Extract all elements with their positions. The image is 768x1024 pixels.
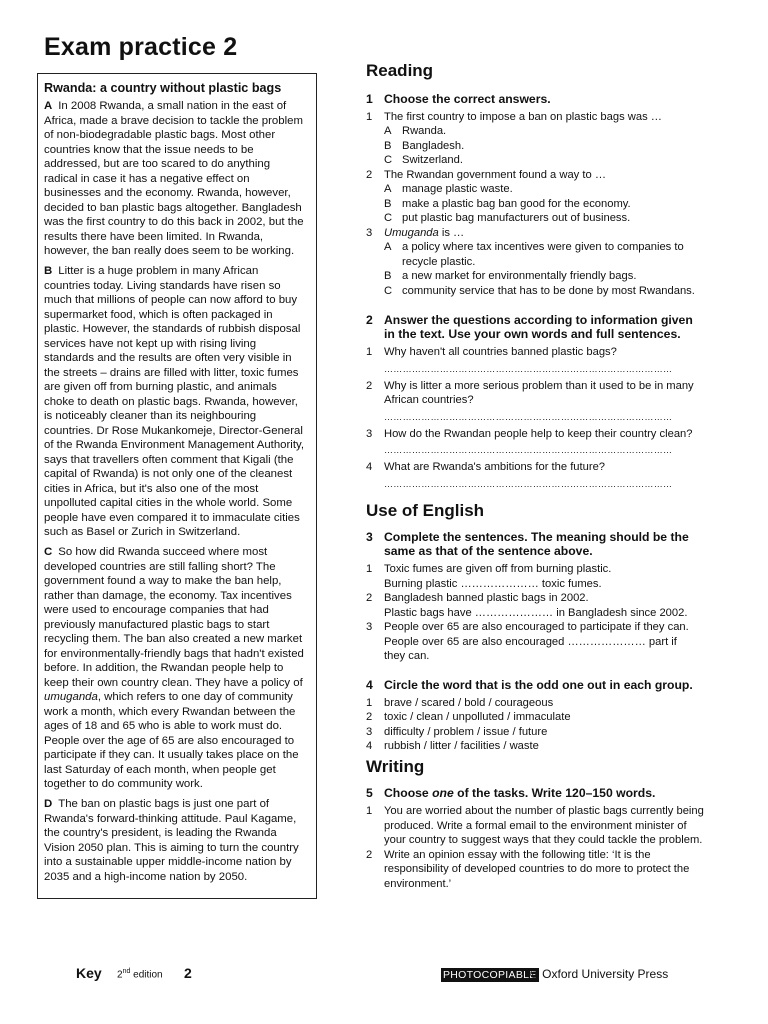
option-line: community service that has to be done by most Rwandans. <box>402 284 695 297</box>
question-line: Why haven't all countries banned plastic bags? <box>384 346 617 358</box>
question-text <box>384 345 617 360</box>
sentence-line: Burning plastic ………………… toxic fumes. <box>384 577 602 590</box>
paragraph-line: into a sustainable upper middle-income nation by <box>44 856 292 868</box>
question-item <box>366 110 716 125</box>
answer-line: ………………………………………………………………………………… <box>384 363 673 374</box>
paragraph-line: previously manufactured plastic bags to start <box>44 618 270 631</box>
italic-term: Umuganda <box>384 226 439 239</box>
option-text <box>402 124 446 139</box>
option-letter: A <box>384 125 392 137</box>
task-1-heading: 1 Choose the correct answers. <box>366 91 551 106</box>
question-number: 1 <box>366 805 373 817</box>
question-text <box>384 226 464 241</box>
answer-line: ………………………………………………………………………………… <box>384 445 673 455</box>
question-number: 1 <box>366 346 373 358</box>
writing-task-line: You are worried about the number of plastic bags currently being <box>384 805 704 817</box>
option-text <box>402 139 464 154</box>
question-item <box>366 168 716 183</box>
paragraph-line: of non-biodegradable plastic bags. Most other <box>44 129 276 141</box>
paragraph-line: In 2008 Rwanda, a small nation in the east of <box>58 100 287 112</box>
question-number: 3 <box>366 427 373 440</box>
paragraph-line: services have not kept up with rising living <box>44 337 257 350</box>
writing-task-line: environment.’ <box>384 877 452 890</box>
text-paragraph <box>44 264 310 540</box>
sentence-line: Bangladesh banned plastic bags in 2002. <box>384 592 589 604</box>
word-group-item <box>366 696 716 711</box>
reading-text-box <box>37 73 317 899</box>
paragraph-line: people have even compared it to immaculate cities <box>44 511 300 524</box>
question-line: African countries? <box>384 394 474 406</box>
option-letter: C <box>384 284 393 297</box>
question-text-part: is … <box>438 226 465 239</box>
question-item <box>366 427 716 442</box>
paragraph-line: choke to death on plastic bags. Rwanda, however, <box>44 395 298 408</box>
sentence-text <box>384 562 611 591</box>
answer-option <box>366 153 716 168</box>
text-paragraph <box>44 99 310 259</box>
tasks-column <box>366 61 716 891</box>
word-group-text: toxic / clean / unpolluted / immaculate <box>384 711 571 723</box>
page-title: Exam practice 2 <box>44 33 238 61</box>
paragraph-line: plastic. However, the standards of rubbish disposal <box>44 323 301 335</box>
option-text <box>402 197 631 212</box>
question-text <box>384 168 606 183</box>
writing-task-line: produced. Write a formal email to the environment minister of <box>384 819 687 832</box>
paragraph-line: The ban on plastic bags is just one part of <box>58 798 270 810</box>
paragraph-label: A <box>44 100 53 112</box>
option-text <box>402 153 463 168</box>
paragraph-line: unpolluted capital cities in the whole world. Some <box>44 497 293 509</box>
option-line: a new market for environmentally friendly bags. <box>402 270 637 282</box>
paragraph-line: rather than damage, the economy. Tax incentives <box>44 589 292 602</box>
question-item <box>366 460 716 475</box>
word-group-item <box>366 725 716 740</box>
paragraph-line: such as Basel or Zurich in Switzerland. <box>44 526 241 538</box>
sentence-line: Toxic fumes are given off from burning plastic. <box>384 563 612 575</box>
paragraph-line: government found a way to make the ban help, <box>44 575 282 587</box>
sentence-line: they can. <box>384 650 430 662</box>
paragraph-line: So how did Rwanda succeed where most <box>58 546 268 558</box>
question-number: 3 <box>366 621 373 633</box>
paragraph-line: Litter is a huge problem in many African <box>58 265 259 277</box>
use-of-english-heading: Use of English <box>366 500 485 520</box>
task-4-heading: 4 Circle the word that is the odd one out in each group. <box>366 677 693 692</box>
paragraph-line <box>44 691 293 703</box>
question-text <box>384 379 694 408</box>
question-number: 2 <box>366 848 373 861</box>
question-text <box>384 460 605 475</box>
text-paragraph <box>44 797 310 884</box>
task-4-items <box>366 696 716 754</box>
question-item <box>366 379 716 408</box>
paragraph-line: the country's president, is leading the Rwanda <box>44 827 277 839</box>
task-5-heading: 5 Choose one of the tasks. Write 120–150 words. <box>366 786 656 800</box>
paragraph-line: for environmentally-friendly bags that hadn't existed <box>44 647 304 660</box>
paragraph-line: results there have been limited. In Rwanda, <box>44 230 264 243</box>
paragraph-line: countries know that the issue needs to be <box>44 143 254 156</box>
answer-line: ………………………………………………………………………………… <box>384 478 673 489</box>
option-line: manage plastic waste. <box>402 183 513 195</box>
option-line: a policy where tax incentives were given to companies to <box>402 241 684 253</box>
word-group-text: difficulty / problem / issue / future <box>384 725 548 738</box>
answer-option <box>366 182 716 197</box>
question-number: 3 <box>366 226 373 239</box>
option-line: Rwanda. <box>402 125 447 137</box>
option-line: recycle plastic. <box>402 255 476 268</box>
word-group-item <box>366 739 716 754</box>
question-number: 1 <box>366 563 373 575</box>
paragraph-line: were used to encourage companies that had <box>44 604 269 616</box>
sentence-line: People over 65 are also encouraged to participate if they can. <box>384 621 689 633</box>
word-group-text: rubbish / litter / facilities / waste <box>384 740 539 752</box>
question-item <box>366 226 716 241</box>
text-heading: Rwanda: a country without plastic bags <box>44 81 282 95</box>
paragraph-line: the streets – drains are filled with litter, toxic fumes <box>44 366 299 379</box>
writing-task-item <box>366 848 716 892</box>
option-text <box>402 182 513 197</box>
paragraph-line: capital of Rwanda) is not only one of the cleanest <box>44 468 293 480</box>
umuganda-term: umuganda <box>44 691 98 703</box>
footer-key: Key <box>76 965 102 981</box>
writing-task-line: your country to suggest ways that they could tackle the problem. <box>384 834 703 846</box>
option-letter: A <box>384 183 392 195</box>
paragraph-line: recycling them. The ban also created a new market <box>44 633 303 645</box>
question-text-part: The Rwandan government found a way to … <box>384 168 607 181</box>
task-3-heading: 3 Complete the sentences. The meaning should be the same as that of the sentence above. <box>366 530 689 558</box>
option-text <box>402 284 695 299</box>
answer-option <box>366 284 716 299</box>
paragraph-line: was the first country to do this back in 2002, but the <box>44 216 304 228</box>
paragraph-line: businesses and the economy. Rwanda, however, <box>44 187 291 199</box>
text-paragraph <box>44 545 310 792</box>
writing-heading: Writing <box>366 756 425 776</box>
footer-edition: 2nd edition <box>117 968 163 981</box>
task-2-items <box>366 345 716 491</box>
sentence-item <box>366 562 716 591</box>
paragraph-line: before. In addition, the Rwandan people help to <box>44 662 284 674</box>
option-text <box>402 211 630 226</box>
answer-option <box>366 197 716 212</box>
writing-task-line: Write an opinion essay with the following title: ‘It is the <box>384 848 651 861</box>
sentence-text <box>384 591 687 620</box>
question-text <box>384 427 692 442</box>
question-item <box>366 345 716 360</box>
paragraph-line: 2035 and a high-income nation by 2050. <box>44 870 248 883</box>
paragraph-line: Rwanda's forward-thinking attitude. Paul Kagame, <box>44 812 297 825</box>
publisher-credit: © Oxford University Press <box>530 967 669 981</box>
question-number: 1 <box>366 110 373 123</box>
paragraph-line: keep their own country clean. They have a policy of <box>44 676 303 689</box>
option-line: make a plastic bag ban good for the economy. <box>402 197 631 210</box>
paragraph-line-rest: , which refers to one day of community <box>97 691 293 703</box>
option-text <box>402 269 636 284</box>
paragraph-line: Africa, made a brave decision to tackle the problem <box>44 114 303 127</box>
option-text <box>402 240 684 269</box>
question-number: 2 <box>366 711 373 723</box>
paragraph-line: addressed, but are too scared to do anything <box>44 158 271 170</box>
paragraph-label: C <box>44 546 53 558</box>
writing-task-line: responsibility of developed countries to do more to protect the <box>384 863 690 875</box>
sentence-line: People over 65 are also encouraged ………………… part if <box>384 635 677 648</box>
option-letter: B <box>384 270 392 282</box>
question-text <box>384 110 662 125</box>
paragraph-line: much that millions of people can now afford to buy <box>44 294 298 306</box>
option-letter: C <box>384 212 393 224</box>
option-line: put plastic bag manufacturers out of business. <box>402 212 631 224</box>
option-line: Switzerland. <box>402 154 463 166</box>
paragraph-line: countries today. Living standards have risen so <box>44 279 281 292</box>
question-line: How do the Rwandan people help to keep their country clean? <box>384 427 693 440</box>
footer-page-number: 2 <box>184 965 192 981</box>
answer-option <box>366 124 716 139</box>
paragraph-line: says that travellers often comment that Kigali (the <box>44 453 294 466</box>
question-number: 4 <box>366 461 373 473</box>
text-paragraphs <box>44 99 310 884</box>
option-letter: A <box>384 241 392 253</box>
paragraph-line: standards and the results are often very visible in <box>44 352 292 364</box>
task-2-heading: 2 Answer the questions according to information given in the text. Use your own words and full sentences. <box>366 313 693 341</box>
sentence-line: Plastic bags have ………………… in Bangladesh since 2002. <box>384 606 688 619</box>
word-group-text: brave / scared / bold / courageous <box>384 696 554 709</box>
reading-heading: Reading <box>366 61 434 80</box>
question-number: 2 <box>366 379 373 392</box>
question-text-part: The first country to impose a ban on plastic bags was … <box>384 110 662 123</box>
paragraph-line: countries. Dr Rose Mukankomeje, Director-General <box>44 424 303 437</box>
answer-line: ………………………………………………………………………………… <box>384 411 673 422</box>
writing-task-text <box>384 848 689 892</box>
answer-option <box>366 269 716 284</box>
paragraph-line: developed countries are still falling short? The <box>44 560 276 573</box>
paragraph-line: together to do community work. <box>44 778 203 790</box>
writing-task-text <box>384 804 704 848</box>
paragraph-label: B <box>44 265 53 277</box>
task-3-items <box>366 562 716 664</box>
question-number: 2 <box>366 168 373 181</box>
question-number: 4 <box>366 740 373 752</box>
paragraph-line: cities in Africa, but it's also one of the most <box>44 482 259 495</box>
paragraph-line: however, the ban really does seem to be working. <box>44 245 295 257</box>
answer-option <box>366 139 716 154</box>
paragraph-line: last Saturday of each month, when people get <box>44 763 276 776</box>
answer-option <box>366 240 716 269</box>
option-letter: B <box>384 139 392 152</box>
question-number: 3 <box>366 725 373 738</box>
sentence-text <box>384 620 689 664</box>
paragraph-line: participate if they can. It usually takes place on the <box>44 749 299 761</box>
option-line: Bangladesh. <box>402 139 465 152</box>
paragraph-line: People over the age of 65 are also encouraged to <box>44 734 295 747</box>
paragraph-line: supermarket food, which is often packaged in <box>44 308 273 321</box>
sentence-item <box>366 591 716 620</box>
paragraph-line: decided to ban plastic bags altogether. Bangladesh <box>44 201 302 214</box>
question-line: Why is litter a more serious problem than it used to be in many <box>384 379 694 392</box>
paragraph-line: work a month, which every Rwandan between the <box>44 705 296 718</box>
option-letter: C <box>384 154 393 166</box>
question-number: 1 <box>366 696 373 709</box>
answer-option <box>366 211 716 226</box>
paragraph-line: radical in case it has a negative effect on <box>44 172 250 185</box>
paragraph-line: is noticeably cleaner than its neighbouring <box>44 410 257 422</box>
option-letter: B <box>384 197 392 210</box>
paragraph-label: D <box>44 798 53 810</box>
photocopiable-badge: PHOTOCOPIABLE <box>443 969 537 981</box>
word-group-item <box>366 710 716 725</box>
paragraph-line: ages of 18 and 65 who is able to work must do. <box>44 720 283 732</box>
sentence-item <box>366 620 716 664</box>
paragraph-line: are given off from burning plastic, and animals <box>44 381 277 393</box>
paragraph-line: of the Rwanda Environment Management Authority, <box>44 439 305 451</box>
question-number: 2 <box>366 592 373 604</box>
writing-task-item <box>366 804 716 848</box>
task-1-items <box>366 110 716 299</box>
task-5-items <box>366 804 716 891</box>
paragraph-line: Vision 2050 plan. This is aiming to turn the country <box>44 841 299 854</box>
question-line: What are Rwanda's ambitions for the future? <box>384 461 606 473</box>
